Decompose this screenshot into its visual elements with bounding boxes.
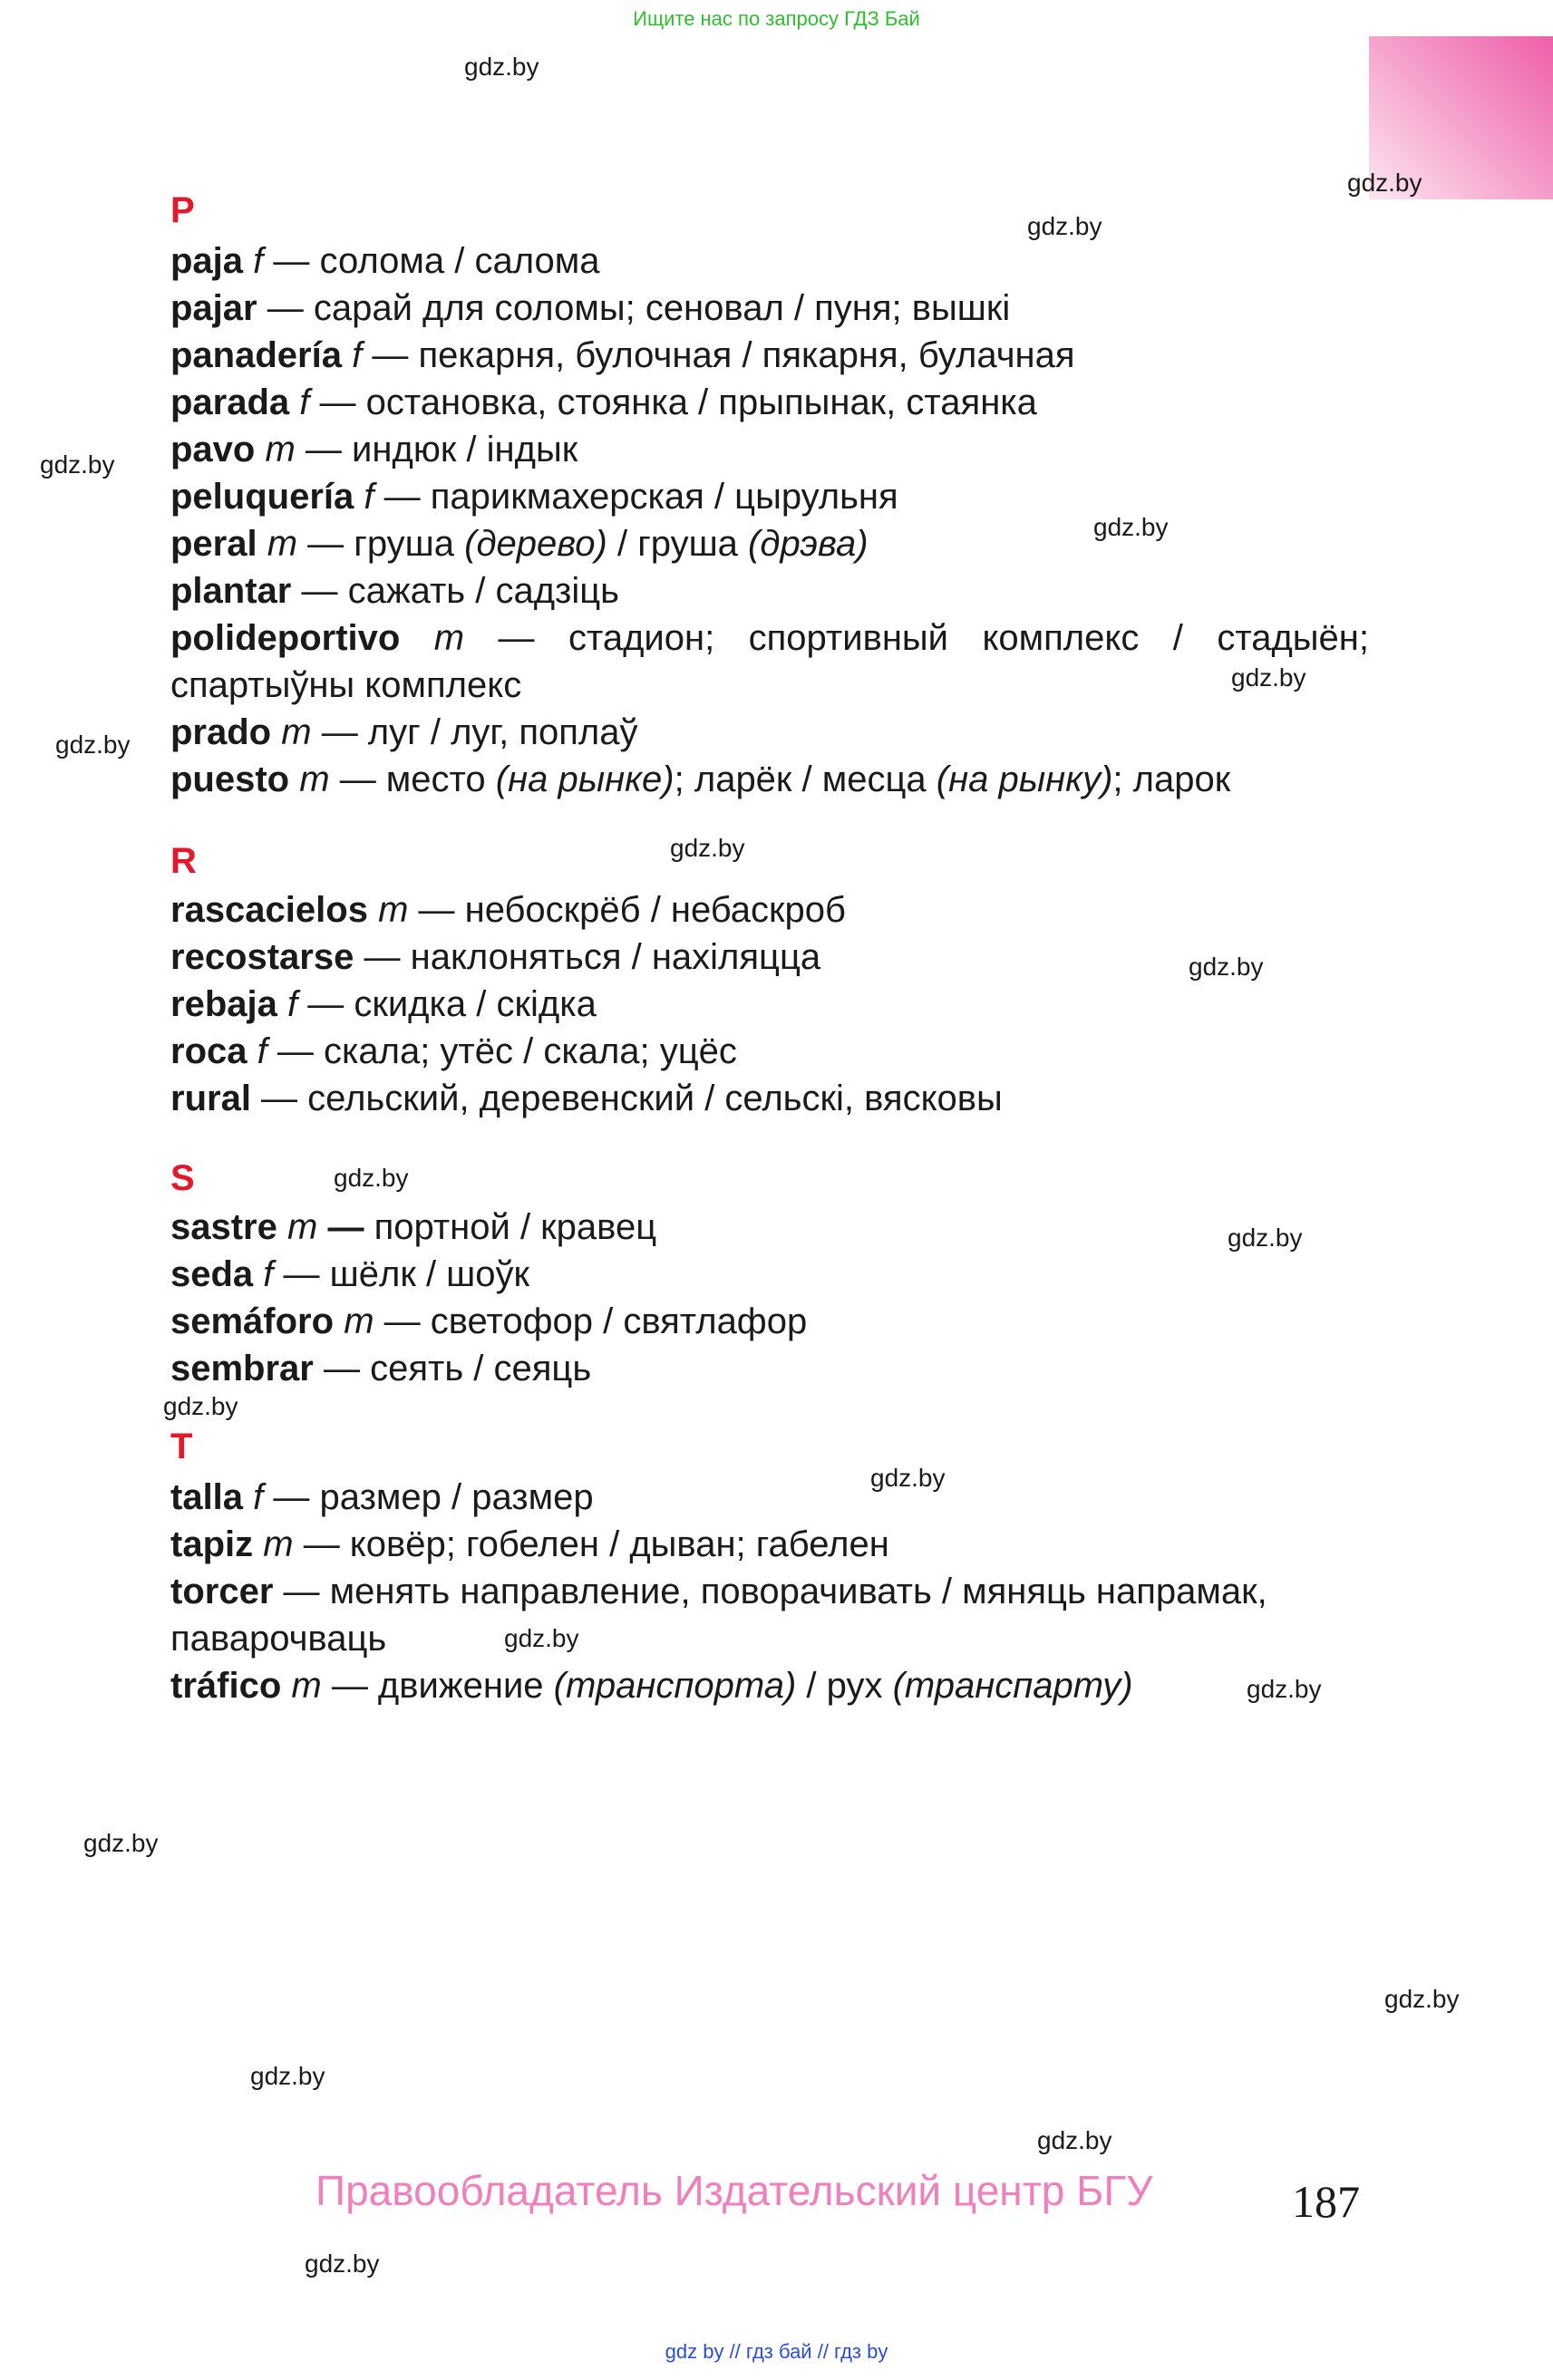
- entry-definition: — парикмахерская / цырульня: [374, 477, 898, 517]
- entry-gender: m: [265, 430, 296, 469]
- entry-definition: — наклоняться / нахіляцца: [354, 937, 821, 977]
- section-letter-p: P: [170, 190, 195, 230]
- entry-definition: — сажать / садзіць: [291, 571, 620, 611]
- entry-continuation: спартыўны комплекс: [170, 665, 522, 705]
- entry-word: pavo: [170, 430, 256, 469]
- entry-gender: f: [286, 984, 298, 1024]
- entry-gender: f: [263, 1254, 274, 1294]
- watermark: gdz.by: [1384, 1985, 1460, 2013]
- dictionary-entry: [170, 237, 600, 285]
- entry-word: peluquería: [170, 477, 354, 517]
- entry-definition: — стадион; спортивный комплекс / стадыён;: [464, 618, 1369, 658]
- watermark: gdz.by: [1093, 513, 1169, 541]
- entry-definition: — груша: [297, 524, 465, 564]
- watermark: gdz.by: [870, 1464, 946, 1492]
- entry-gender: f: [364, 477, 374, 517]
- dictionary-entry: [170, 473, 898, 520]
- entry-word: pajar: [170, 288, 257, 328]
- entry-note: (дрэва): [748, 524, 869, 564]
- entry-word: tapiz: [170, 1524, 254, 1564]
- entry-word: parada: [170, 382, 290, 422]
- entry-word: tráfico: [170, 1666, 282, 1706]
- entry-word: paja: [170, 241, 244, 281]
- entry-definition: — скидка / скідка: [297, 984, 597, 1024]
- watermark: gdz.by: [1347, 169, 1422, 197]
- watermark: gdz.by: [464, 53, 539, 81]
- dictionary-entry: [170, 1345, 591, 1392]
- entry-definition: — сеять / сеяць: [313, 1349, 592, 1388]
- entry-definition: — светофор / святлафор: [374, 1301, 808, 1341]
- dictionary-entry: [170, 1028, 737, 1075]
- dictionary-entry: [170, 614, 1369, 662]
- entry-word: rebaja: [170, 984, 277, 1024]
- entry-definition: — пекарня, булочная / пякарня, булачная: [362, 335, 1075, 375]
- dictionary-entry: [170, 1474, 594, 1521]
- entry-continuation: паварочваць: [170, 1619, 387, 1659]
- watermark: gdz.by: [163, 1392, 238, 1420]
- dictionary-entry: [170, 426, 578, 473]
- entry-gender: m: [263, 1524, 294, 1564]
- entry-definition: — скала; утёс / скала; уцёс: [267, 1031, 737, 1071]
- watermark: gdz.by: [504, 1624, 579, 1652]
- entry-definition: — шёлк / шоўк: [273, 1254, 529, 1294]
- entry-definition: — место: [329, 759, 496, 799]
- entry-word: rural: [170, 1079, 251, 1118]
- watermark: gdz.by: [55, 730, 131, 759]
- dictionary-entry: [170, 567, 619, 614]
- entry-word: semáforo: [170, 1301, 335, 1341]
- watermark: gdz.by: [1027, 212, 1102, 240]
- entry-gender: f: [253, 241, 264, 281]
- dictionary-entry: [170, 1521, 889, 1568]
- watermark: gdz.by: [1037, 2126, 1112, 2154]
- watermark: gdz.by: [305, 2249, 380, 2278]
- entry-definition: — солома / салома: [263, 241, 600, 281]
- dictionary-entry: [170, 1075, 1003, 1122]
- entry-note: (транспорта): [553, 1666, 797, 1706]
- top-banner: Ищите нас по запросу ГДЗ Бай: [633, 7, 920, 30]
- section-letter-t: T: [170, 1427, 193, 1466]
- entry-gender: m: [267, 524, 298, 564]
- entry-definition: ; ларок: [1112, 759, 1231, 799]
- watermark: gdz.by: [250, 2062, 325, 2090]
- watermark: gdz.by: [40, 450, 115, 479]
- entry-note: (на рынке): [495, 759, 675, 799]
- entry-gender: f: [299, 382, 310, 422]
- entry-definition: ; ларёк / месца: [674, 759, 937, 799]
- entry-definition: — сельский, деревенский / сельскі, вясковы: [250, 1079, 1003, 1118]
- section-letter-r: R: [170, 841, 197, 881]
- entry-word: polideportivo: [170, 618, 401, 658]
- entry-gender: m: [299, 759, 330, 799]
- entry-word: sembrar: [170, 1349, 314, 1388]
- dictionary-entry: [170, 709, 638, 756]
- entry-definition: — индюк / індык: [295, 430, 578, 469]
- entry-definition: — остановка, стоянка / прыпынак, стаянка: [309, 382, 1037, 422]
- bottom-links[interactable]: gdz by // гдз бай // гдз by: [665, 2340, 888, 2363]
- entry-gender: f: [253, 1477, 264, 1517]
- dictionary-entry: [170, 1204, 656, 1251]
- entry-definition: — размер / размер: [263, 1477, 594, 1517]
- dictionary-entry: [170, 1251, 529, 1298]
- entry-word: roca: [170, 1031, 248, 1071]
- page-number: 187: [1292, 2176, 1360, 2227]
- entry-note: (дерево): [464, 524, 607, 564]
- entry-word: prado: [170, 712, 272, 752]
- dictionary-entry: [170, 332, 1075, 379]
- dictionary-entry: [170, 981, 597, 1028]
- entry-word: torcer: [170, 1572, 274, 1611]
- watermark: gdz.by: [83, 1829, 159, 1857]
- dictionary-entry: [170, 520, 869, 567]
- watermark: gdz.by: [670, 834, 745, 862]
- entry-definition: — движение: [321, 1666, 554, 1706]
- entry-gender: m: [291, 1666, 322, 1706]
- entry-word: sastre: [170, 1207, 277, 1247]
- entry-dash: —: [317, 1207, 364, 1247]
- dictionary-entry: [170, 285, 1010, 332]
- entry-gender: f: [257, 1031, 267, 1071]
- entry-word: recostarse: [170, 937, 354, 977]
- entry-note: (на рынку): [936, 759, 1113, 799]
- watermark: gdz.by: [1247, 1675, 1322, 1703]
- entry-definition: — ковёр; гобелен / дыван; габелен: [293, 1524, 889, 1564]
- dictionary-entry: [170, 1298, 807, 1345]
- dictionary-entry: [170, 1662, 1133, 1709]
- entry-gender: m: [433, 618, 465, 658]
- dictionary-entry: [170, 886, 846, 934]
- entry-definition: / рух: [796, 1666, 893, 1706]
- entry-definition: / груша: [607, 524, 749, 564]
- watermark: gdz.by: [334, 1164, 409, 1192]
- entry-gender: f: [352, 335, 363, 375]
- entry-gender: m: [378, 890, 409, 930]
- dictionary-entry: [170, 379, 1037, 426]
- entry-word: rascacielos: [170, 890, 368, 930]
- entry-gender: m: [344, 1301, 374, 1341]
- entry-word: puesto: [170, 759, 290, 799]
- entry-definition: — сарай для соломы; сеновал / пуня; вышкі: [257, 288, 1011, 328]
- dictionary-entry: [170, 934, 820, 981]
- entry-word: plantar: [170, 571, 292, 611]
- dictionary-entry: [170, 1568, 1267, 1615]
- watermark: gdz.by: [1228, 1224, 1303, 1252]
- entry-definition: — небоскрёб / небаскроб: [408, 890, 846, 930]
- entry-gender: m: [287, 1207, 318, 1247]
- entry-note: (транспарту): [892, 1666, 1133, 1706]
- watermark: gdz.by: [1189, 953, 1264, 981]
- entry-word: talla: [170, 1477, 244, 1517]
- entry-word: panadería: [170, 335, 342, 375]
- copyright-holder: Правообладатель Издательский центр БГУ: [315, 2167, 1153, 2214]
- entry-definition: портной / кравец: [364, 1207, 657, 1247]
- watermark: gdz.by: [1231, 663, 1306, 692]
- entry-word: seda: [170, 1254, 254, 1294]
- entry-definition: — луг / луг, поплаў: [311, 712, 638, 752]
- entry-word: peral: [170, 524, 257, 564]
- entry-definition: — менять направление, поворачивать / мяняць напрамак,: [273, 1572, 1267, 1611]
- entry-gender: m: [281, 712, 312, 752]
- dictionary-entry: [170, 756, 1230, 803]
- section-letter-s: S: [170, 1158, 195, 1198]
